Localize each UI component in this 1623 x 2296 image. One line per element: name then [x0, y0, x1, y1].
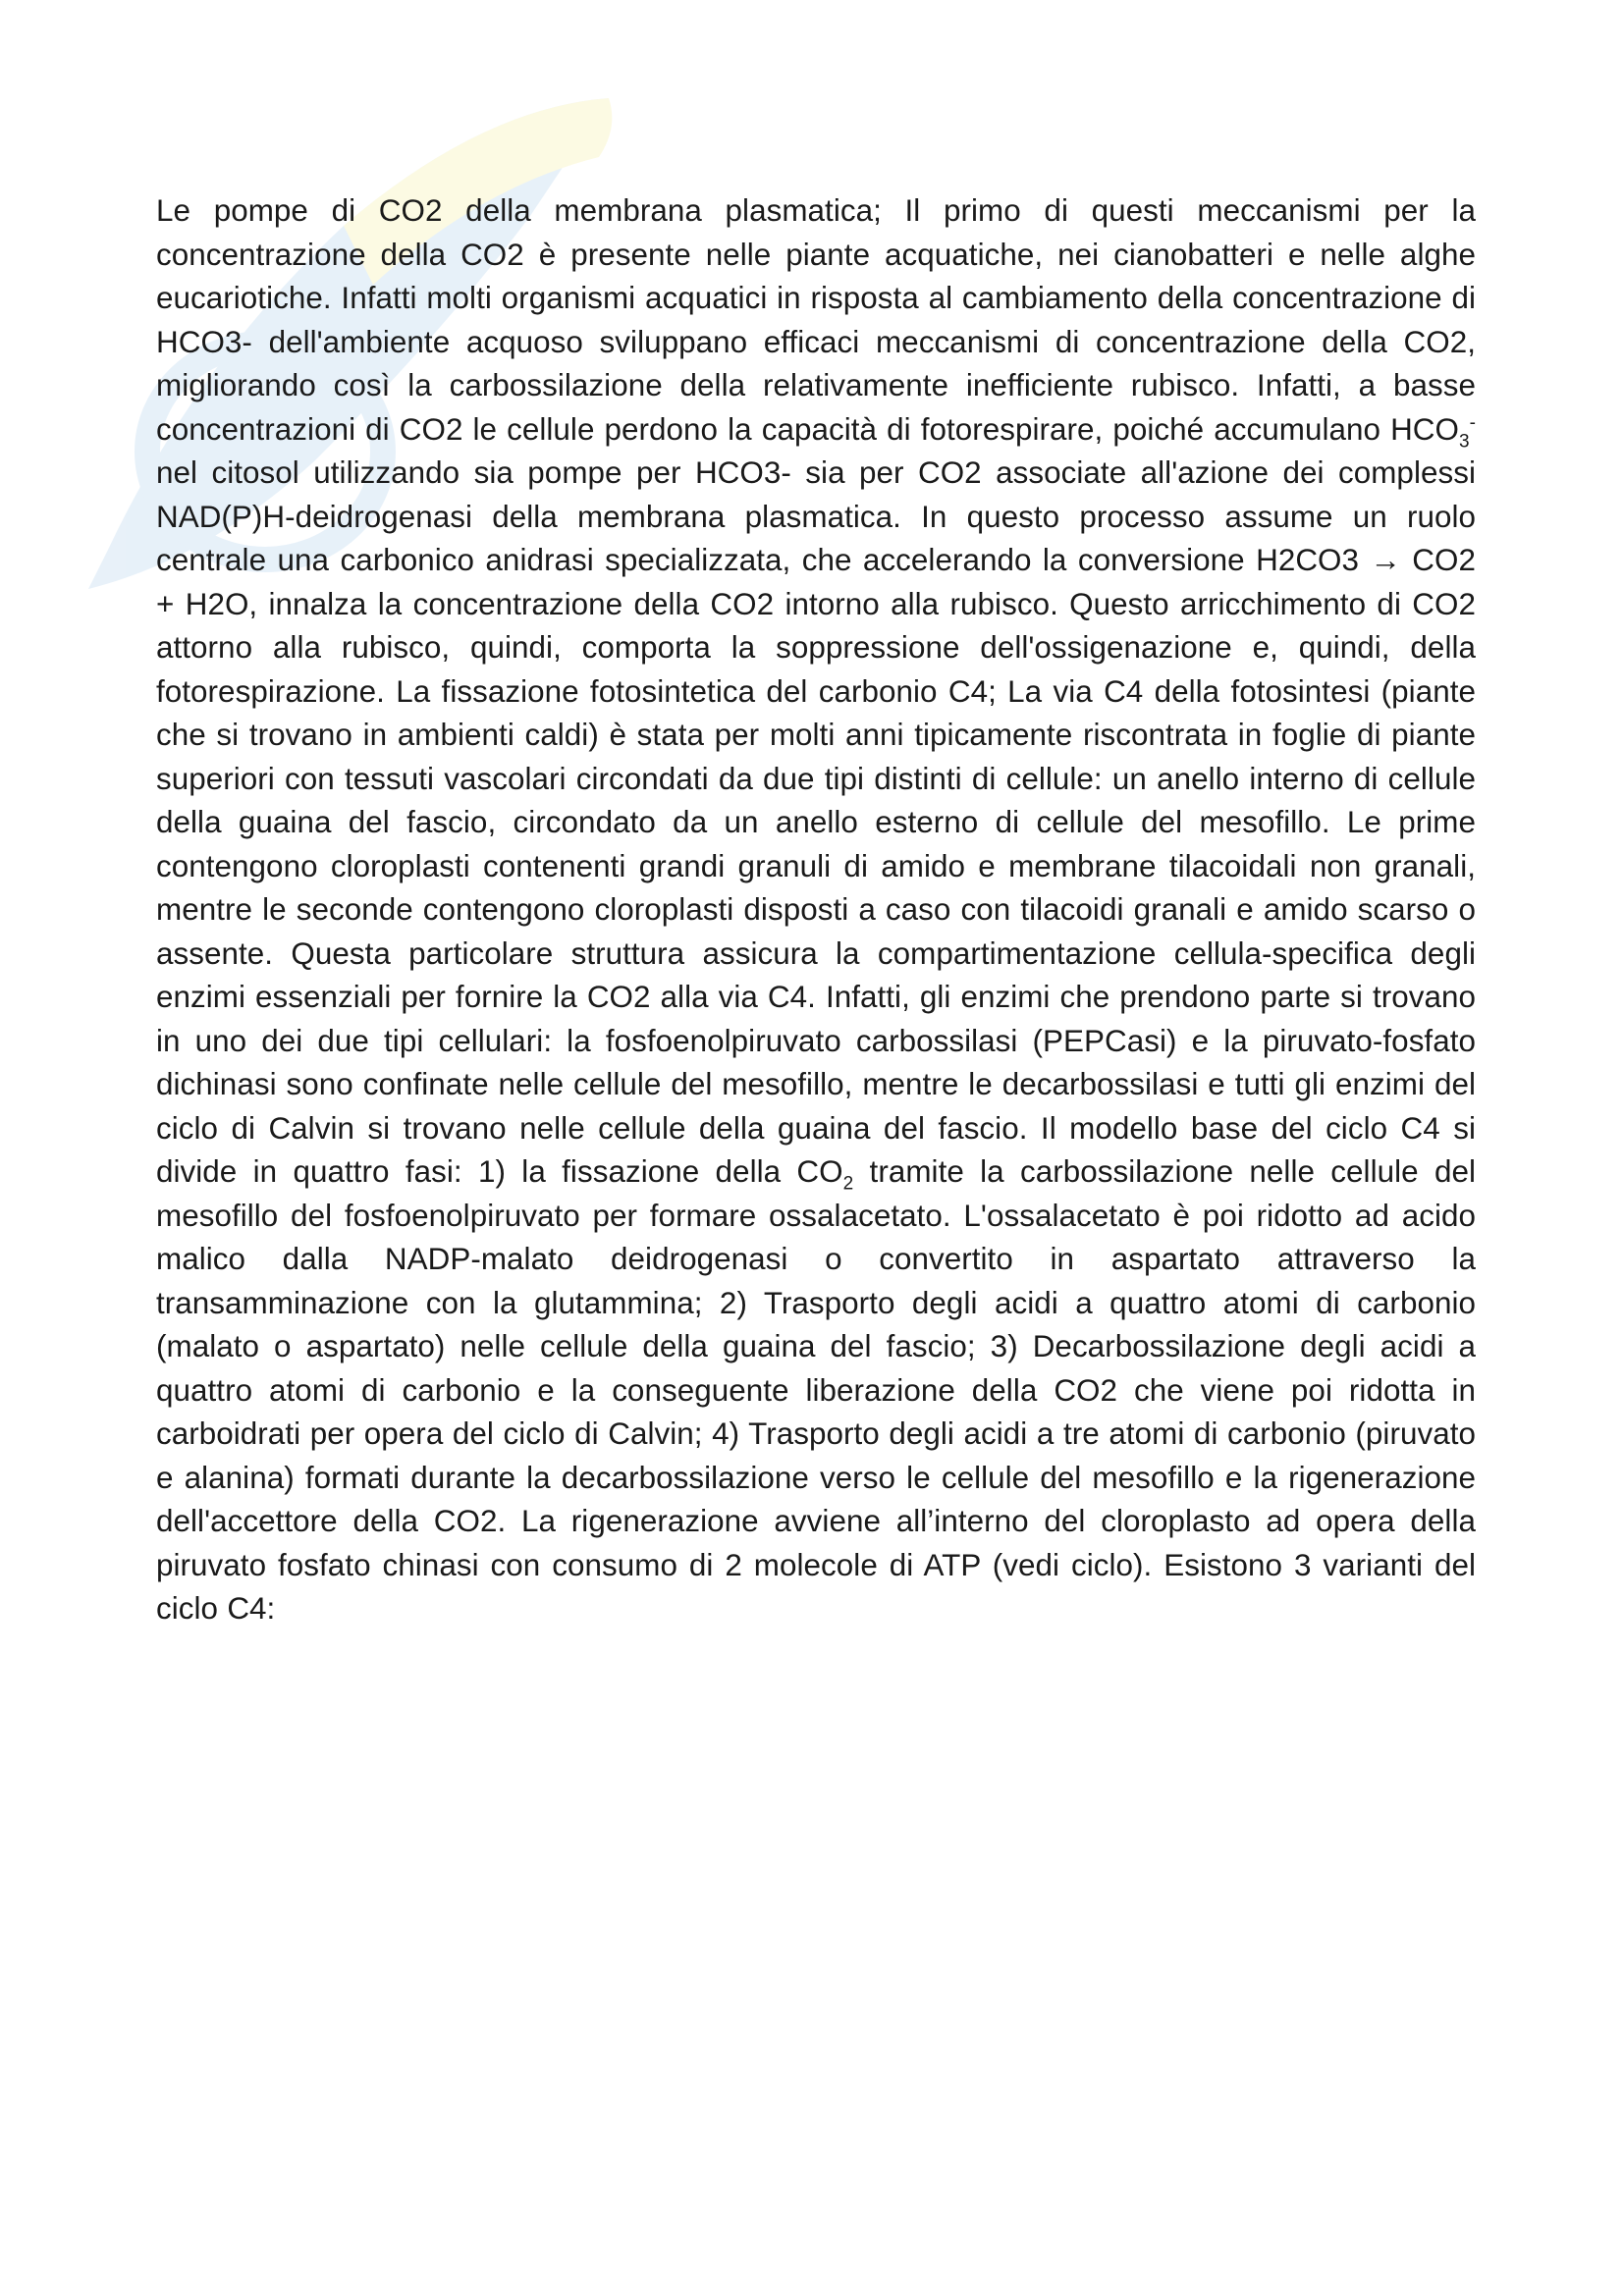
- superscript-minus: -: [1469, 412, 1476, 434]
- subscript-2: 2: [842, 1173, 854, 1195]
- paragraph-text-part-3: tramite la carbossilazione nelle cellule del mesofillo del fosfoenolpiruvato per formare ossalacetato. L'ossalacetato è poi ridotto ad acido malico dalla NADP-malato deidrogenasi o convertito in aspartato attraverso la transamminazione con la glutammina; 2) Trasporto degli acidi a quattro atomi di carbonio (malato o aspartato) nelle cellule della guaina del fascio; 3) Decarbossilazione degli acidi a quattro atomi di carbonio e la conseguente liberazione della CO2 che viene poi ridotta in carboidrati per opera del ciclo di Calvin; 4) Trasporto degli acidi a tre atomi di carbonio (piruvato e alanina) formati durante la decarbossilazione verso le cellule del mesofillo e la rigenerazione dell'accettore della CO2. La rigenerazione avviene all’interno del cloroplasto ad opera della piruvato fosfato chinasi con consumo di 2 molecole di ATP (vedi ciclo). Esistono 3 varianti del ciclo C4:: [156, 1154, 1476, 1626]
- paragraph-text-part-1: Le pompe di CO2 della membrana plasmatica; Il primo di questi meccanismi per la concentrazione della CO2 è presente nelle piante acquatiche, nei cianobatteri e nelle alghe eucariotiche. Infatti molti organismi acquatici in risposta al cambiamento della concentrazione di HCO3- dell'ambiente acquoso sviluppano efficaci meccanismi di concentrazione della CO2, migliorando così la carbossilazione della relativamente inefficiente rubisco. Infatti, a basse concentrazioni di CO2 le cellule perdono la capacità di fotorespirare, poiché accumulano HCO: [156, 193, 1476, 447]
- body-paragraph: [156, 189, 1476, 1631]
- paragraph-text-part-2: nel citosol utilizzando sia pompe per HCO3- sia per CO2 associate all'azione dei complessi NAD(P)H-deidrogenasi della membrana plasmatica. In questo processo assume un ruolo centrale una carbonico anidrasi specializzata, che accelerando la conversione H2CO3 → CO2 + H2O, innalza la concentrazione della CO2 intorno alla rubisco. Questo arricchimento di CO2 attorno alla rubisco, quindi, comporta la soppressione dell'ossigenazione e, quindi, della fotorespirazione. La fissazione fotosintetica del carbonio C4; La via C4 della fotosintesi (piante che si trovano in ambienti caldi) è stata per molti anni tipicamente riscontrata in foglie di piante superiori con tessuti vascolari circondati da due tipi distinti di cellule: un anello interno di cellule della guaina del fascio, circondato da un anello esterno di cellule del mesofillo. Le prime contengono cloroplasti contenenti grandi granuli di amido e membrane tilacoidali non granali, mentre le seconde contengono cloroplasti disposti a caso con tilacoidi granali e amido scarso o assente. Questa particolare struttura assicura la compartimentazione cellula-specifica degli enzimi essenziali per fornire la CO2 alla via C4. Infatti, gli enzimi che prendono parte si trovano in uno dei due tipi cellulari: la fosfoenolpiruvato carbossilasi (PEPCasi) e la piruvato-fosfato dichinasi sono confinate nelle cellule del mesofillo, mentre le decarbossilasi e tutti gli enzimi del ciclo di Calvin si trovano nelle cellule della guaina del fascio. Il modello base del ciclo C4 si divide in quattro fasi: 1) la fissazione della CO: [156, 455, 1476, 1189]
- subscript-3: 3: [1458, 430, 1470, 452]
